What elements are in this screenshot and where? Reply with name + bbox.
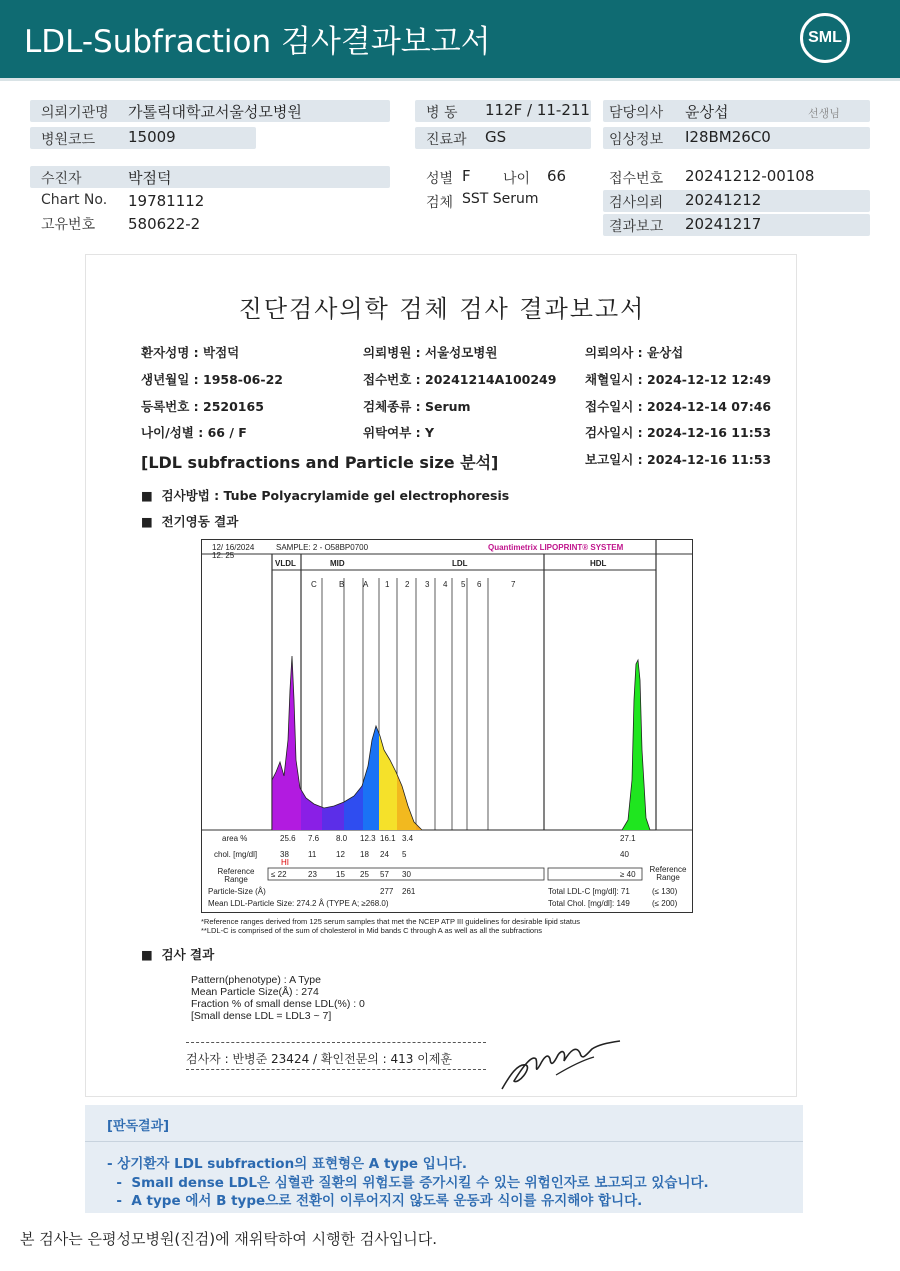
electrophoresis-svg [202, 540, 692, 912]
patient-label: 수진자 [41, 171, 82, 187]
interpretation-box [85, 1105, 803, 1213]
row-value: 23 [308, 870, 317, 879]
band-label-2: 2 [405, 580, 410, 589]
peak-fills [272, 640, 656, 830]
result-line-1: Pattern(phenotype) : A Type [191, 974, 321, 986]
total-ldl-ref: (≤ 130) [652, 887, 678, 896]
peak-fill-region [322, 640, 344, 830]
result-line-4: [Small dense LDL = LDL3 ~ 7] [191, 1010, 332, 1022]
band-label-4: 4 [443, 580, 448, 589]
row-label-ref: Reference Range [217, 867, 255, 884]
peak-fill-region [344, 640, 363, 830]
results-header: 검사 결과 [161, 947, 215, 962]
interpretation-header: [판독결과] [107, 1119, 170, 1134]
patient-value: 박점덕 [128, 169, 172, 187]
interpretation-line-1: - 상기환자 LDL subfraction의 표현형은 A type 입니다. [107, 1156, 467, 1172]
specimen-label: 검체 [426, 195, 454, 211]
dept-value: GS [485, 128, 507, 146]
row-value: 30 [402, 870, 411, 879]
request-label: 검사의뢰 [609, 195, 664, 211]
row-value: 57 [380, 870, 389, 879]
result-line-2: Mean Particle Size(Å) : 274 [191, 986, 319, 998]
peak-fill-region [379, 640, 397, 830]
report-title: 진단검사의학 검체 검사 결과보고서 [238, 295, 646, 323]
row-value: 18 [360, 850, 369, 859]
doctor-title: 선생님 [808, 107, 840, 120]
row-value: 16.1 [380, 834, 396, 843]
report-date-label: 결과보고 [609, 219, 664, 235]
band-label-7: 7 [511, 580, 516, 589]
row-value: 25.6 [280, 834, 296, 843]
row-value: 3.4 [402, 834, 414, 843]
band-label-6: 6 [477, 580, 482, 589]
footnote-1: *Reference ranges derived from 125 serum samples that met the NCEP ATP III guidelines for desirable lipid status [201, 917, 580, 926]
row-value: 27.1 [620, 834, 636, 843]
bottom-note: 본 검사는 은평성모병원(진검)에 재위탁하여 시행한 검사입니다. [20, 1230, 438, 1248]
ward-value: 112F / 11-211 [485, 101, 590, 119]
institution-label: 의뢰기관명 [41, 105, 109, 121]
row-value: 12.3 [360, 834, 376, 843]
report-date-value: 20241217 [685, 215, 762, 233]
row-value: 38 [280, 850, 289, 859]
row-value: ≤ 22 [271, 870, 287, 879]
group-hdl: HDL [590, 559, 607, 568]
row-value: ≥ 40 [620, 870, 636, 879]
request-value: 20241212 [685, 191, 762, 209]
doctor-signature [496, 1035, 626, 1095]
field-doctor: 의뢰의사 : 윤상섭 [585, 345, 684, 360]
dept-label: 진료과 [426, 132, 467, 148]
uid-value: 580622-2 [128, 215, 201, 233]
hospital-code-value: 15009 [128, 128, 176, 146]
field-specimen: 검체종류 : Serum [363, 399, 471, 414]
doctor-value: 윤상섭 [685, 103, 729, 121]
band-label-C: C [311, 580, 317, 589]
field-receipt: 접수번호 : 20241214A100249 [363, 372, 557, 387]
row-label-size: Particle-Size (Å) [208, 887, 266, 896]
clinical-value: I28BM26C0 [685, 128, 771, 146]
electro-text: 전기영동 결과 [161, 514, 239, 529]
chart-time: 12: 25 [212, 551, 235, 560]
interpretation-divider [85, 1141, 803, 1142]
total-ldl: Total LDL-C [mg/dl]: 71 [548, 887, 630, 896]
row-value: 11 [308, 850, 317, 859]
signature-rule-bottom [186, 1069, 486, 1070]
row-value: 277 [380, 887, 394, 896]
group-mid: MID [330, 559, 345, 568]
results-bullet: ■ 검사 결과 [141, 947, 215, 962]
row-value: 25 [360, 870, 369, 879]
field-agesex: 나이/성별 : 66 / F [141, 425, 247, 440]
peak-fill-region [363, 640, 379, 830]
band-label-3: 3 [425, 580, 430, 589]
peak-fill-region [301, 640, 322, 830]
chart-date: 12/ 16/2024 [212, 543, 255, 552]
ward-label: 병 동 [426, 105, 458, 121]
row-value: 5 [402, 850, 407, 859]
band-label-A: A [363, 580, 369, 589]
row-value: 7.6 [308, 834, 320, 843]
row-label-area: area % [222, 834, 248, 843]
field-reg: 등록번호 : 2520165 [141, 399, 264, 414]
field-collect: 채혈일시 : 2024-12-12 12:49 [585, 372, 772, 387]
clinical-label: 임상정보 [609, 132, 664, 148]
total-chol: Total Chol. [mg/dl]: 149 [548, 899, 630, 908]
band-label-B: B [339, 580, 345, 589]
hospital-code-label: 병원코드 [41, 132, 96, 148]
row-value: 24 [380, 850, 389, 859]
hi-flag: HI [281, 858, 289, 867]
result-line-3: Fraction % of small dense LDL(%) : 0 [191, 998, 365, 1010]
institution-value: 가톨릭대학교서울성모병원 [128, 103, 302, 121]
sex-value: F [462, 167, 471, 185]
field-received: 접수일시 : 2024-12-14 07:46 [585, 399, 772, 414]
density-curve [272, 656, 656, 830]
interpretation-line-3: - A type 에서 B type으로 전환이 이루어지지 않도록 운동과 식이를 유지해야 합니다. [107, 1193, 643, 1209]
row-value: 40 [620, 850, 629, 859]
method-bullet: ■ 검사방법 : Tube Polyacrylamide gel electrophoresis [141, 488, 510, 503]
specimen-value: SST Serum [462, 191, 539, 207]
signature-rule-top [186, 1042, 486, 1043]
chart-no-label: Chart No. [41, 192, 108, 208]
uid-label: 고유번호 [41, 217, 96, 233]
field-consign: 위탁여부 : Y [363, 425, 435, 440]
row-value: 261 [402, 887, 416, 896]
patient-pill [30, 166, 390, 188]
field-reported: 보고일시 : 2024-12-16 11:53 [585, 452, 772, 467]
row-value: 12 [336, 850, 345, 859]
receipt-label: 접수번호 [609, 171, 664, 187]
age-value: 66 [547, 167, 567, 185]
row-value: 15 [336, 870, 345, 879]
section-title: [LDL subfractions and Particle size 분석] [141, 453, 499, 472]
field-hospital: 의뢰병원 : 서울성모병원 [363, 345, 498, 360]
doctor-label: 담당의사 [609, 105, 664, 121]
header-divider [0, 78, 900, 81]
field-name: 환자성명 : 박점덕 [141, 345, 240, 360]
band-label-5: 5 [461, 580, 466, 589]
total-chol-ref: (≤ 200) [652, 899, 678, 908]
method-text: 검사방법 : Tube Polyacrylamide gel electrophoresis [161, 488, 510, 503]
receipt-value: 20241212-00108 [685, 167, 815, 185]
age-label: 나이 [503, 171, 531, 187]
mean-ldl-size: Mean LDL-Particle Size: 274.2 Å (TYPE A; ≥268.0) [208, 899, 389, 908]
electro-bullet: ■ 전기영동 결과 [141, 514, 239, 529]
group-ldl: LDL [452, 559, 468, 568]
interpretation-line-2: - Small dense LDL은 심혈관 질환의 위험도를 증가시킬 수 있는 위험인자로 보고되고 있습니다. [107, 1175, 709, 1191]
row-label-chol: chol. [mg/dl] [214, 850, 258, 859]
footnote-2: **LDL-C is comprised of the sum of cholesterol in Mid bands C through A as well as all the subfractions [201, 926, 543, 935]
chart-brand: Quantimetrix LIPOPRINT® SYSTEM [488, 543, 624, 552]
field-dob: 생년월일 : 1958-06-22 [141, 372, 283, 387]
electrophoresis-chart [201, 539, 693, 913]
page-title: LDL-Subfraction 검사결과보고서 [24, 24, 491, 60]
chart-no-value: 19781112 [128, 192, 205, 210]
peak-fill-region [272, 640, 301, 830]
sml-logo: SML [800, 13, 850, 63]
sex-label: 성별 [426, 171, 454, 187]
ref-label-right: Reference Range [649, 865, 687, 882]
field-tested: 검사일시 : 2024-12-16 11:53 [585, 425, 772, 440]
chart-sample: SAMPLE: 2 - O58BP0700 [276, 543, 369, 552]
band-divider-lines [301, 554, 544, 830]
group-vldl: VLDL [275, 559, 296, 568]
band-label-1: 1 [385, 580, 390, 589]
signature-line: 검사자 : 반병준 23424 / 확인전문의 : 413 이제훈 [186, 1052, 453, 1066]
lab-report-scan [85, 254, 797, 1097]
row-value: 8.0 [336, 834, 348, 843]
peak-fill-region [602, 640, 656, 830]
